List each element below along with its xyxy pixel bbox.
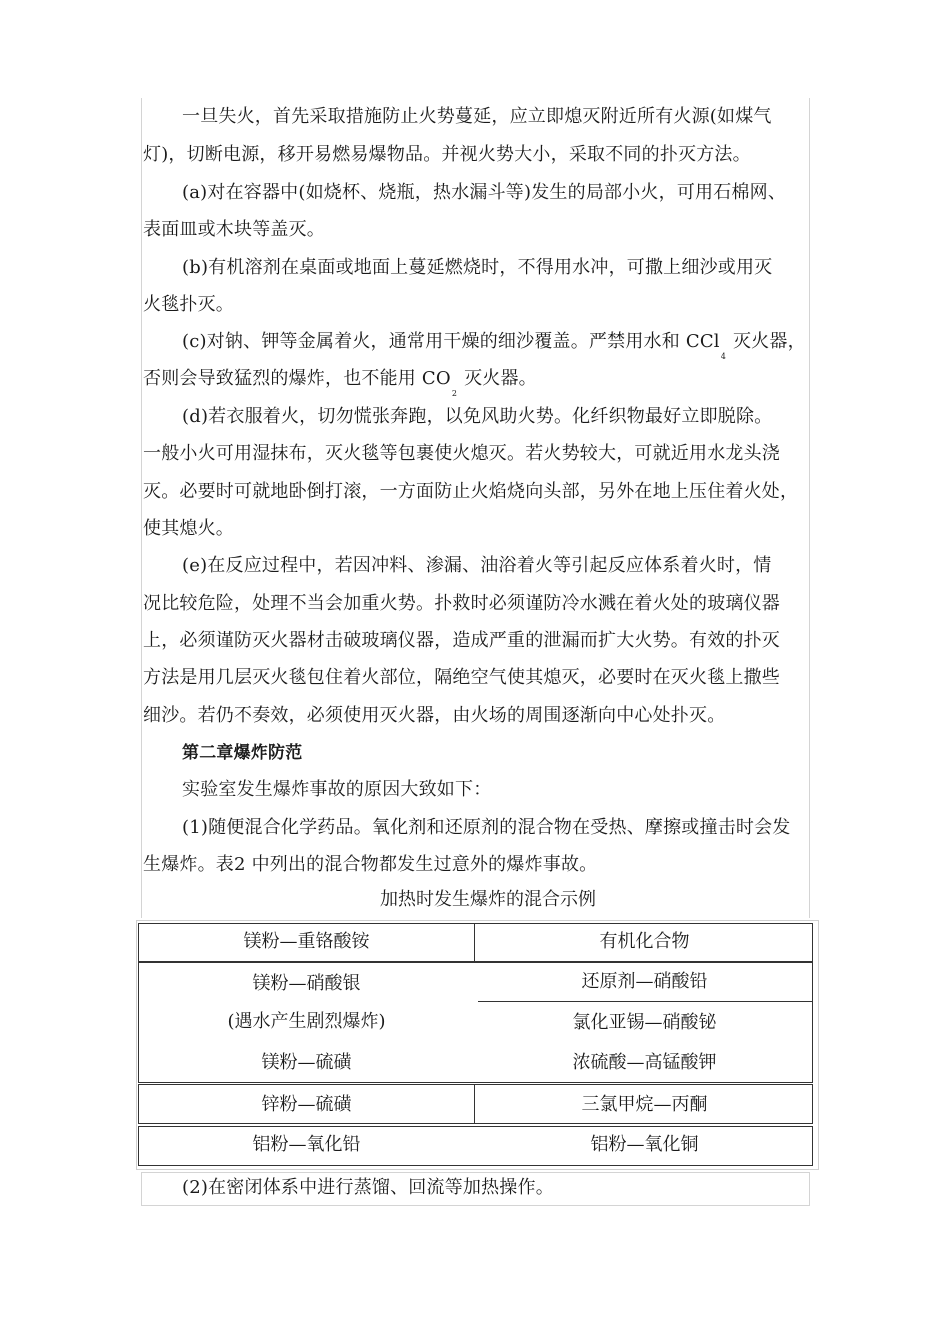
table-cell: 镁粉—硝酸银	[252, 973, 361, 994]
paragraph-line	[143, 368, 537, 398]
table-caption: 加热时发生爆炸的混合示例	[380, 889, 596, 910]
text-run: (c)对钠、钾等金属着火，通常用干燥的细沙覆盖。严禁用水和 CCl	[182, 331, 720, 352]
paragraph-line: 方法是用几层灭火毯包住着火部位，隔绝空气使其熄灭，必要时在灭火毯上撒些	[143, 667, 780, 688]
subscript: 4	[720, 352, 727, 361]
paragraph-line: (b)有机溶剂在桌面或地面上蔓延燃烧时，不得用水冲，可撒上细沙或用灭	[182, 257, 773, 278]
paragraph-line: 生爆炸。表2 中列出的混合物都发生过意外的爆炸事故。	[143, 854, 598, 875]
chapter-heading: 第二章爆炸防范	[182, 743, 303, 763]
paragraph-line: 实验室发生爆炸事故的原因大致如下：	[182, 779, 492, 800]
paragraph-line: (1)随便混合化学药品。氧化剂和还原剂的混合物在受热、摩擦或撞击时会发	[182, 817, 791, 838]
table-cell: (遇水产生剧烈爆炸)	[227, 1011, 386, 1032]
table-cell: 还原剂—硝酸铅	[581, 971, 708, 992]
table-cell: 有机化合物	[599, 931, 690, 952]
table-cell: 浓硫酸—高锰酸钾	[572, 1052, 717, 1073]
paragraph-line: 细沙。若仍不奏效，必须使用灭火器，由火场的周围逐渐向中心处扑灭。	[143, 705, 726, 726]
paragraph-line: 灯)，切断电源，移开易燃易爆物品。并视火势大小，采取不同的扑灭方法。	[143, 144, 751, 165]
paragraph-line: 火毯扑灭。	[143, 294, 234, 315]
paragraph-line: 一旦失火，首先采取措施防止火势蔓延，应立即熄灭附近所有火源(如煤气	[182, 106, 772, 127]
table-cell: 镁粉—硫磺	[261, 1052, 352, 1073]
table-cell: 镁粉—重铬酸铵	[243, 931, 370, 952]
paragraph-line	[182, 331, 806, 361]
paragraph-line: 表面皿或木块等盖灭。	[143, 219, 325, 240]
paragraph-line: (a)对在容器中(如烧杯、烧瓶，热水漏斗等)发生的局部小火，可用石棉网、	[182, 182, 787, 203]
text-run: 否则会导致猛烈的爆炸，也不能用 CO	[143, 368, 451, 389]
table-cell: 铝粉—氧化铅	[252, 1134, 361, 1155]
text-run: 灭火器。	[458, 368, 537, 389]
paragraph-line: 况比较危险，处理不当会加重火势。扑救时必须谨防冷水溅在着火处的玻璃仪器	[143, 593, 780, 614]
table-cell: 锌粉—硫磺	[261, 1094, 352, 1115]
text-run: 灭火器，	[727, 331, 806, 352]
paragraph-line: (d)若衣服着火，切勿慌张奔跑，以免风助火势。化纤织物最好立即脱除。	[182, 406, 773, 427]
table-cell: 铝粉—氧化铜	[590, 1134, 699, 1155]
table-divider	[478, 1001, 813, 1002]
paragraph-line: 使其熄火。	[143, 518, 234, 539]
table-cell: 氯化亚锡—硝酸铋	[572, 1012, 717, 1033]
paragraph-line: (e)在反应过程中，若因冲料、渗漏、油浴着火等引起反应体系着火时，情	[182, 555, 772, 576]
paragraph-line: 一般小火可用湿抹布，灭火毯等包裹使火熄灭。若火势较大，可就近用水龙头浇	[143, 443, 780, 464]
paragraph-line: 上，必须谨防灭火器材击破玻璃仪器，造成严重的泄漏而扩大火势。有效的扑灭	[143, 630, 780, 651]
paragraph-line: (2)在密闭体系中进行蒸馏、回流等加热操作。	[182, 1177, 554, 1198]
paragraph-line: 灭。必要时可就地卧倒打滚，一方面防止火焰烧向头部，另外在地上压住着火处，	[143, 481, 799, 502]
table-cell: 三氯甲烷—丙酮	[581, 1094, 708, 1115]
subscript: 2	[451, 389, 458, 398]
